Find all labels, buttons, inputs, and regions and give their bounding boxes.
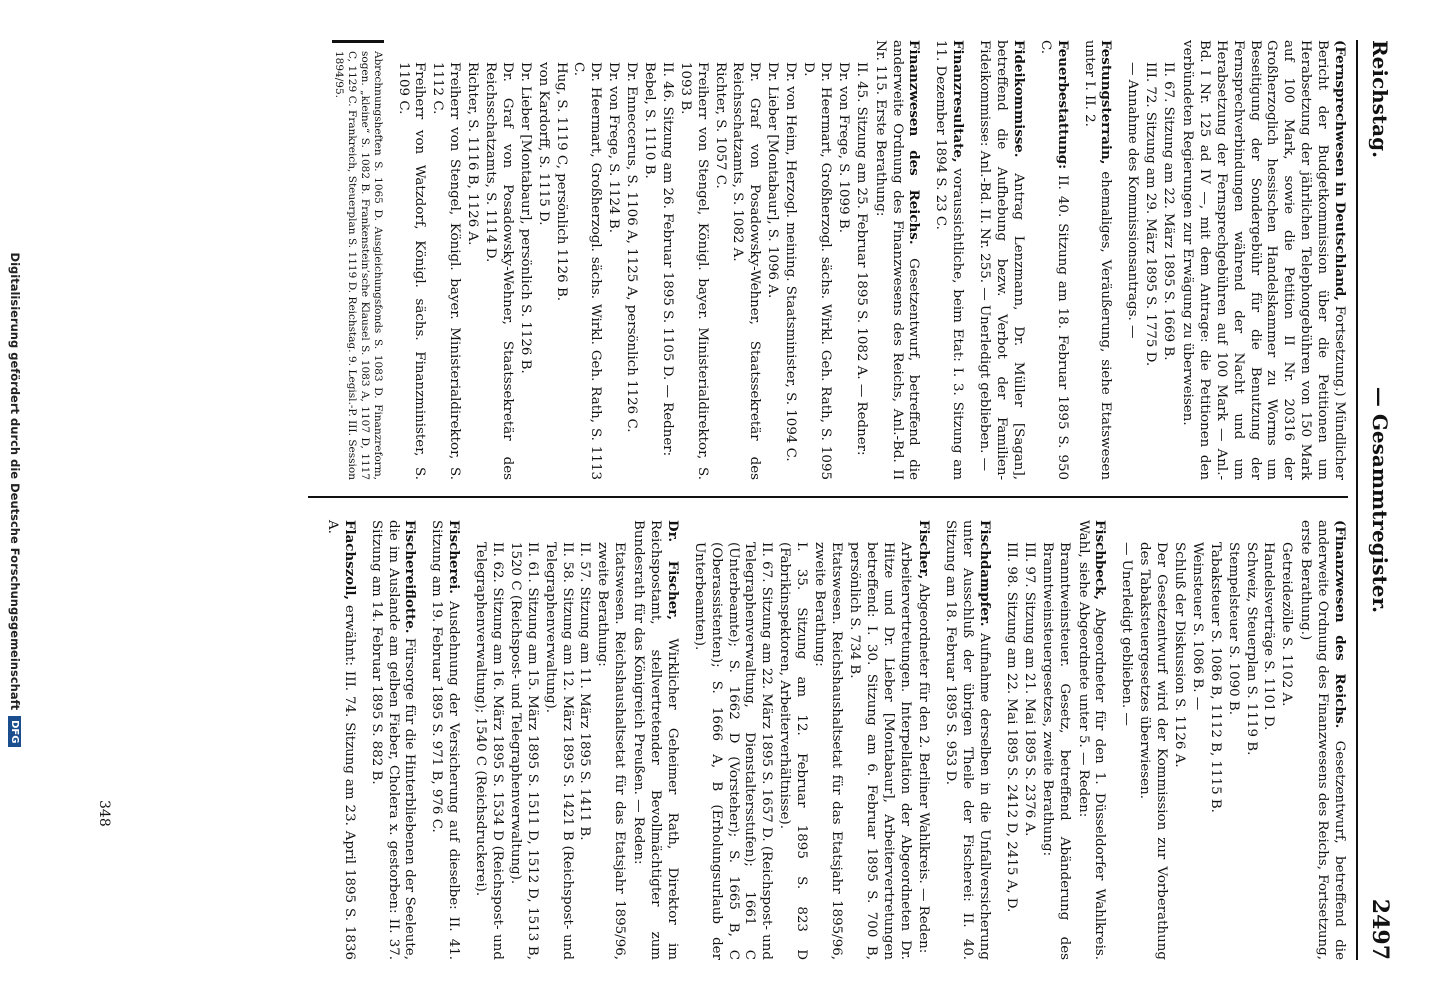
entry-text: Fürsorge für die Hinterbliebenen der Seeleute, die im Auslande am gelben Fieber, Cholera x. gestorben: II. 37. Sitzung am 14. Februar 1895 S. 882 B. — [368, 520, 418, 960]
right-column — [314, 520, 1348, 960]
entry-subentries — [1117, 542, 1294, 960]
page-number: 2497 — [1367, 898, 1393, 961]
subentry-line: Richter, S. 1116 B, 1126 A. — [465, 62, 481, 246]
left-column — [333, 40, 1349, 480]
register-entry — [394, 40, 923, 480]
register-entry — [941, 520, 993, 960]
entry-keyword: Fischerei. — [446, 520, 463, 594]
left-footnote: Abrechnungsheften S. 1065 D. Ausgleichungsfonds S. 1083 D. Finanzreform, sogen. „kleine“ S. 1082 B. Frankenstein’sche Klausel S. 1083 A, 1107 D, 1117 C, 1129 C. Frankreich, Steuerplan S. 1119 D. Reichstag. 9. Legisl.-P. III. Session 1894/95. — [333, 40, 384, 480]
subentry-line: von Kardorff, S. 1115 D. — [535, 62, 551, 226]
page-mark: 348 — [96, 800, 112, 827]
register-entry — [1123, 40, 1348, 480]
entry-keyword: Finanzresultate, — [950, 40, 967, 163]
subentry-line: Etatswesen. Reichshaushaltsetat für das Etatsjahr 1895/96, zweite Berathung: — [812, 542, 844, 960]
subentry-line: Branntweinsteuer. Gesetz, betreffend Abänderung des Branntweinsteuergesetzes, zweite Berathung: — [1039, 542, 1072, 960]
subentry-line: II. 57. Sitzung am 11. März 1895 S. 1411 B. — [577, 542, 593, 841]
subentry-line: Dr. von Frege, S. 1124 B. — [606, 62, 622, 233]
entry-text: Gesetzentwurf, betreffend die anderweite Ordnung des Finanzwesens des Reichs, Anl.-Bd. II Nr. 115. Erste Berathung: — [872, 40, 922, 480]
register-entry — [1036, 40, 1071, 480]
entry-keyword: Fischdampfer. — [977, 520, 994, 627]
register-entry — [1117, 520, 1348, 960]
entry-keyword: Festungsterrain, — [1098, 40, 1115, 165]
subentry-line: Schluß der Diskussion S. 1126 A. — [1171, 542, 1187, 768]
entry-subentries — [1002, 542, 1072, 960]
register-entry — [471, 520, 681, 960]
entry-text: Ausdehnung der Versicherung auf dieselbe: II. 41. Sitzung am 19. Februar 1895 S. 971 B, 976 C. — [429, 520, 462, 960]
subentry-line: II. 62. Sitzung am 16. März 1895 S. 1534 D (Reichspost- und Telegraphenverwaltung); 1540 C (Reichsdruckerei). — [473, 542, 506, 960]
subentry-line: Freiherr von Stengel, Königl. bayer. Ministerialdirektor, S. 1112 C. — [430, 62, 463, 480]
entry-text: Abgeordneter für den 2. Berliner Wahlkreis. — Reden: — [916, 583, 932, 954]
subentry-line: Bebel, S. 1110 B. — [642, 62, 658, 179]
subentry-line: III. 98. Sitzung am 22. Mai 1895 S. 2412 D, 2415 A, D. — [1003, 542, 1019, 913]
entry-text: Aufnahme derselben in die Unfallversicherung unter Ausschluß der übrigen Theile der Fischerei: II. 40. Sitzung am 18. Februar 1895 S. 953 D. — [943, 520, 993, 960]
register-entry — [367, 520, 419, 960]
subentry-line: Etatswesen. Reichshaushaltsetat für das Etatsjahr 1895/96, zweite Berathung: — [595, 542, 628, 960]
entry-text: voraussichtliche, beim Etat: I. 3. Sitzung am 11. Dezember 1894 S. 23 C. — [933, 40, 966, 480]
subentry-line: II. 61. Sitzung am 15. März 1895 S. 1511 D, 1512 D, 1513 B, 1520 C (Reichspost- und Telegraphenverwaltung). — [507, 542, 540, 960]
header-left: Reichstag. — [1368, 40, 1392, 159]
entry-text: II. 40. Sitzung am 18. Februar 1895 S. 950 C. — [1037, 40, 1070, 480]
entry-keyword: (Fernsprechwesen in Deutschland, — [1332, 40, 1348, 301]
entry-keyword: Finanzwesen des Reichs. — [906, 40, 923, 245]
subentry-line: Richter, S. 1057 C. — [712, 62, 728, 189]
subentry-line: II. 67. Sitzung am 22. März 1895 S. 1669 B. — [1161, 62, 1177, 361]
entry-text: ehemaliges, Veräußerung, siehe Etatswesen unter I. II. 2. — [1081, 40, 1114, 480]
subentry-line: III. 72. Sitzung am 29. März 1895 S. 1775 D. — [1143, 62, 1159, 367]
register-entry — [1002, 520, 1108, 960]
subentry-line: Dr. Heermart, Großherzogl. sächs. Wirkl. Geh. Rath, S. 1095 D. — [801, 62, 833, 480]
dfg-logo: DFG — [9, 716, 22, 747]
subentry-line: Tabaksteuer S. 1086 B, 1112 B, 1115 B. — [1207, 542, 1223, 813]
subentry-line: Getreidezölle S. 1102 A. — [1279, 542, 1295, 707]
entry-subentries — [394, 62, 869, 480]
subentry-line: Dr. Graf von Posadowsky-Wehner, Staatssekretär des Reichsschatzamts, S. 1114 D. — [483, 62, 515, 480]
subentry-line: Hug, S. 1119 C, persönlich 1126 B. — [553, 62, 569, 302]
entry-keyword: Fischereiflotte. — [402, 520, 419, 634]
subentry-line: Schweiz, Steuerplan S. 1119 B. — [1243, 542, 1259, 756]
header-rule — [1356, 40, 1358, 960]
subentry-line: Der Gesetzentwurf wird der Kommission zur Vorberathung des Tabaksteuergesetzes überwiesen. — [1137, 542, 1170, 960]
subentry-line: Dr. von Frege, S. 1099 B. — [835, 62, 851, 233]
entry-text: Abgeordneter für den 1. Düsseldorfer Wahlkreis. Wahl, siehe Abgeordnete unter 5. — Reden: — [1075, 520, 1108, 960]
page-header — [1366, 40, 1394, 960]
subentry-line: II. 58. Sitzung am 12. März 1895 S. 1421 B (Reichspost- und Telegraphenverwaltung). — [542, 542, 575, 960]
subentry-line: Dr. Heermart, Großherzogl. sächs. Wirkl. Geh. Rath, S. 1113 C. — [571, 62, 604, 480]
subentry-line: Dr. Lieber [Montabaur], persönlich S. 1126 B. — [517, 62, 533, 374]
digitization-notice — [0, 0, 30, 1000]
subentry-line: Dr. Enneccerus, S. 1106 A, 1125 A, persönlich 1126 C. — [624, 62, 640, 433]
subentry-line: Stempelsteuer S. 1090 B. — [1225, 542, 1241, 715]
subentry-line: I. 35. Sitzung am 12. Februar 1895 S. 823 D (Fabrikinspektoren, Arbeiterverhältnisse). — [777, 542, 810, 960]
subentry-line: Handelsverträge S. 1101 D. — [1261, 542, 1277, 731]
register-entry — [931, 40, 966, 480]
entry-subentries — [1123, 62, 1176, 480]
entry-text: Antrag Lenzmann, Dr. Müller [Sagan], betreffend die Aufhebung bezw. Verbot der Familien-Fideikommisse: Anl.-Bd. II. Nr. 255. — Unerledigt geblieben. — — [977, 40, 1026, 480]
register-entry — [427, 520, 462, 960]
entry-keyword: Feuerbestattung: — [1054, 40, 1071, 170]
entry-text: erwähnt: III. 74. Sitzung am 23. April 1895 S. 1836 A. — [324, 520, 357, 960]
subentry-line: Arbeitervertretungen. Interpellation der Abgeordneten Dr. Hitze und Dr. Lieber [Montabaur], Arbeitervertretungen betreffend: I. 30. Sitzung am 6. Februar 1895 S. 700 B, persönlich S. 734 B. — [846, 542, 913, 960]
entry-text: Wirklicher Geheimer Rath, Direktor im Reichspostamt, stellvertretender Bevollmächtigter zum Bundesrath für das Königreich Preußen. — Reden: — [631, 520, 680, 960]
subentry-line: II. 67. Sitzung am 22. März 1895 S. 1657 D. (Reichspost- und Telegraphenverwaltung, Dienstaltersstufen); 1661 C (Unterbeamte); S. 1662 D (Vorsteher); S. 1665 B, C (Oberassistenten); S. 1666 A, B (Erholungsurlaub der Unterbeamten). — [691, 542, 775, 960]
subentry-line: Freiherr von Watzdorf, Königl. sächs. Finanzminister, S. 1109 C. — [395, 62, 428, 480]
header-center: — Gesammtregister. — [1368, 386, 1392, 614]
entry-keyword: Fideikommisse. — [1010, 40, 1027, 158]
entry-keyword: Fischbeck, — [1092, 520, 1109, 600]
entry-keyword: Fischer, — [916, 520, 933, 580]
column-divider — [308, 496, 1348, 498]
subentry-line: III. 97. Sitzung am 21. Mai 1895 S. 2376 A. — [1021, 542, 1037, 837]
subentry-line: II. 46. Sitzung am 26. Februar 1895 S. 1105 D. — Redner: — [659, 62, 675, 457]
entry-text: Fortsetzung.) Mündlicher Bericht der Budgetkommission über die Petitionen um Herabsetzung der jährlichen Telephongebühren von 150 Mark auf 100 Mark, sowie die Petition II Nr. 20316 der Großherzoglich hessischen Handelskammer zu Worms um Beseitigung der Sondergebühr für die Benutzung der Fernsprechverbindungen während der Nacht und um Herabsetzung der Fernsprechgebühren auf 100 Mark — Anl.-Bd. I Nr. 125 ad IV —, mit dem Antrage: die Petitionen den verbündeten Regierungen zur Erwägung zu überweisen. — [1179, 40, 1347, 480]
digitization-text: Digitalisierung gefördert durch die Deutsche Forschungsgemeinschaft — [8, 252, 22, 711]
subentry-line: — Annahme des Kommissionsantrags. — — [1125, 62, 1141, 339]
subentry-line: Dr. Graf von Posadowsky-Wehner, Staatssekretär des Reichsschatzamts, S. 1082 A. — [730, 62, 763, 480]
register-entry — [690, 520, 932, 960]
entry-keyword: (Finanzwesen des Reichs. — [1332, 520, 1348, 729]
entry-keyword: Dr. Fischer, — [664, 520, 681, 621]
subentry-line: II. 45. Sitzung am 25. Februar 1895 S. 1082 A. — Redner: — [853, 62, 869, 456]
subentry-line: — Unerledigt geblieben. — — [1119, 542, 1135, 726]
entry-subentries — [471, 542, 627, 960]
subentry-line: Dr. Lieber [Montabaur], S. 1096 A. — [765, 62, 781, 299]
subentry-line: Freiherr von Stengel, Königl. bayer. Ministerialdirektor, S. 1093 B. — [677, 62, 710, 480]
entry-text: Gesetzentwurf, betreffend die anderweite Ordnung des Finanzwesens des Reichs, Fortsetzung, erste Berathung.) — [1298, 520, 1347, 960]
register-entry — [975, 40, 1027, 480]
subentry-line: Weinsteuer S. 1086 B. — — [1189, 542, 1205, 711]
subentry-line: Dr. von Heim, Herzogl. meining. Staatsminister, S. 1094 C. — [783, 62, 799, 462]
entry-keyword: Flachszoll, — [341, 520, 358, 601]
register-entry — [323, 520, 358, 960]
register-entry — [1080, 40, 1115, 480]
entry-subentries — [690, 542, 913, 960]
